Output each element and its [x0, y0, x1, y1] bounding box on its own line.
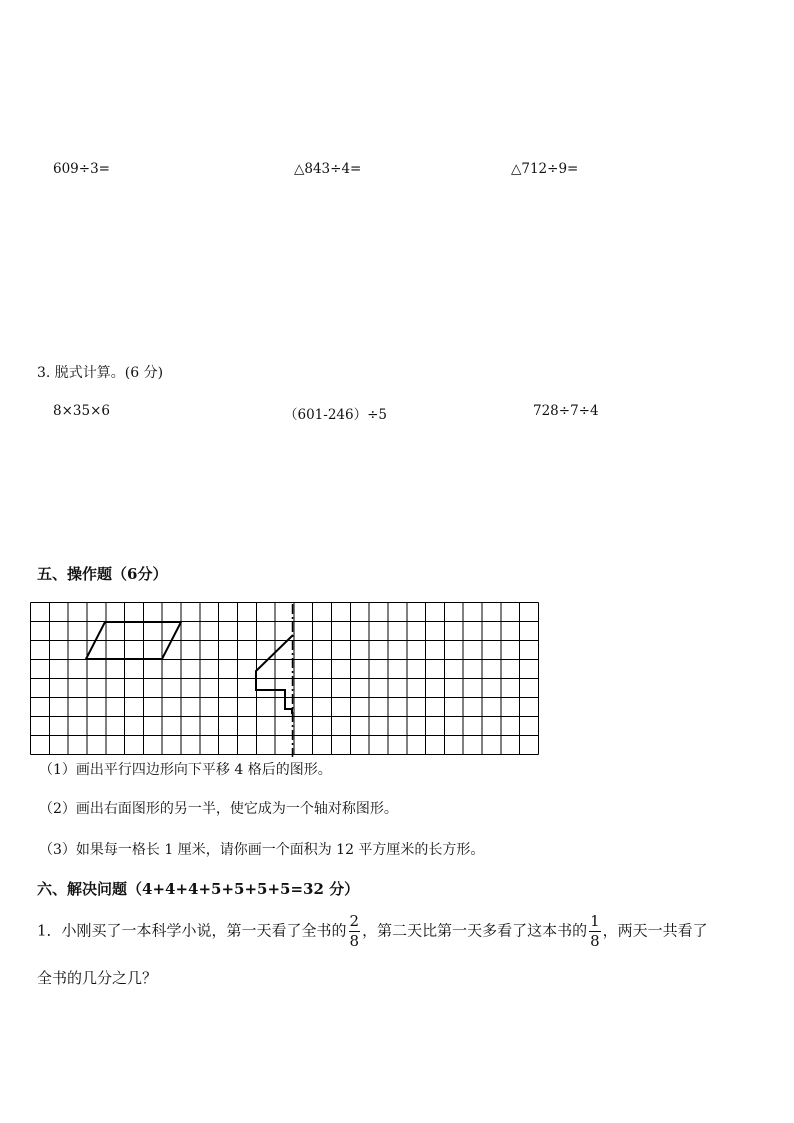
task-2: （2）画出右面图形的另一半，使它成为一个轴对称图形。	[39, 801, 398, 817]
division-expr-2: △843÷4=	[294, 161, 362, 177]
section-6-heading: 六、解决问题（4+4+4+5+5+5+5=32 分）	[37, 880, 360, 898]
step-calc-expr-2: （601-246）÷5	[284, 407, 387, 423]
fraction-denominator: 8	[349, 932, 360, 950]
grid-lines	[31, 603, 539, 755]
task-1: （1）画出平行四边形向下平移 4 格后的图形。	[39, 762, 332, 778]
division-expr-1: 609÷3=	[53, 161, 110, 177]
task-3: （3）如果每一格长 1 厘米，请你画一个面积为 12 平方厘米的长方形。	[39, 842, 485, 858]
problem-1-text-c: ，两天一共看了	[602, 921, 708, 940]
division-expr-3: △712÷9=	[511, 161, 579, 177]
fraction-numerator: 1	[590, 912, 600, 930]
fraction-1-8	[589, 914, 601, 949]
drawing-grid	[30, 602, 540, 757]
step-calc-expr-1: 8×35×6	[53, 403, 110, 419]
half-figure-shape	[256, 635, 293, 714]
fraction-numerator: 2	[349, 912, 360, 930]
problem-1-text-a: 1．小刚买了一本科学小说，第一天看了全书的	[37, 921, 347, 940]
problem-1-line-1	[37, 914, 708, 949]
fraction-denominator: 8	[590, 932, 600, 950]
problem-1-text-b: ，第二天比第一天多看了这本书的	[362, 921, 588, 940]
section-5-heading: 五、操作题（6分）	[37, 565, 168, 583]
step-calc-expr-3: 728÷7÷4	[533, 403, 599, 419]
problem-1-line-2: 全书的几分之几？	[37, 969, 158, 987]
fraction-2-8	[349, 914, 361, 949]
question-3-heading: 3. 脱式计算。(6 分)	[37, 365, 164, 381]
